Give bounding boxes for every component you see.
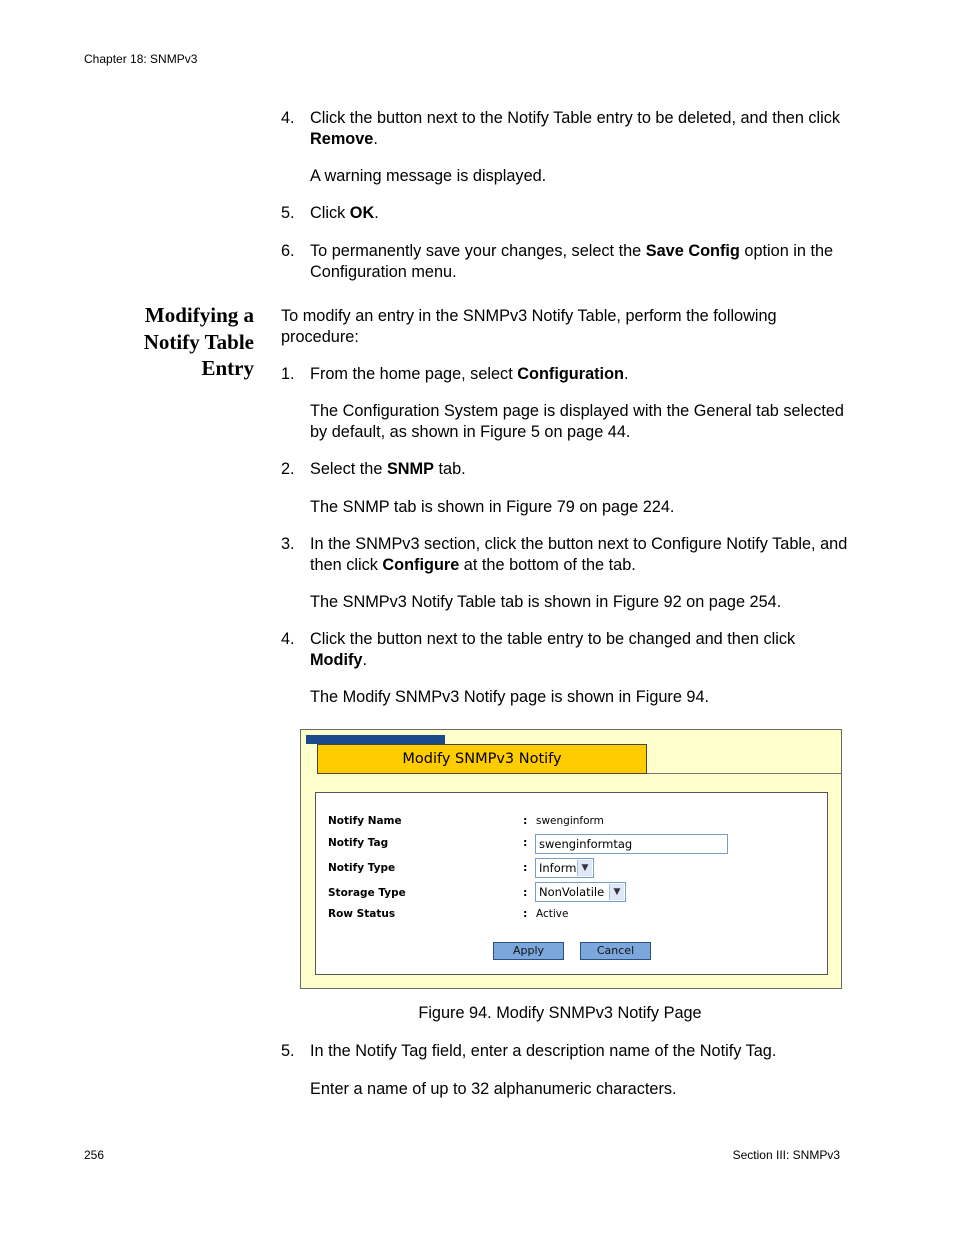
step-number: 4. [281, 630, 295, 648]
running-header: Chapter 18: SNMPv3 [84, 52, 198, 66]
colon-separator: : [523, 861, 528, 874]
figure-caption: Figure 94. Modify SNMPv3 Notify Page [418, 1004, 702, 1022]
step-number: 3. [281, 535, 295, 553]
tab-divider [647, 773, 841, 774]
page-number: 256 [84, 1148, 105, 1162]
step-text: Click the button next to the Notify Table entry to be deleted, and then click Remove. [310, 109, 841, 148]
tab-strip-accent [306, 735, 445, 744]
notify-type-selected-value: Inform [539, 861, 577, 875]
row-status-value: Active [536, 908, 569, 920]
colon-separator: : [523, 886, 528, 899]
notify-form-panel [315, 792, 828, 975]
notify-name-value: swenginform [536, 815, 604, 827]
colon-separator: : [523, 836, 528, 849]
step-note: The Configuration System page is displayed with the General tab selected by default, as shown in Figure 5 on page 44. [310, 402, 844, 441]
step-note: The SNMP tab is shown in Figure 79 on page 224. [310, 498, 675, 516]
apply-button[interactable]: Apply [493, 942, 564, 960]
notify-type-label: Notify Type [328, 862, 396, 874]
modify-notify-figure [300, 729, 842, 989]
step-note: A warning message is displayed. [310, 167, 547, 185]
step-number: 5. [281, 1042, 295, 1060]
step-note: The SNMPv3 Notify Table tab is shown in Figure 92 on page 254. [310, 593, 782, 611]
colon-separator: : [523, 814, 528, 827]
step-number: 2. [281, 460, 295, 478]
step-number: 6. [281, 242, 295, 260]
step-text: Select the SNMP tab. [310, 460, 466, 478]
step-number: 4. [281, 109, 295, 127]
step-number: 1. [281, 365, 295, 383]
storage-type-selected-value: NonVolatile [539, 885, 605, 899]
chevron-down-icon[interactable]: ▼ [577, 860, 592, 876]
step-note: Enter a name of up to 32 alphanumeric characters. [310, 1080, 677, 1098]
step-text: Click the button next to the table entry to be changed and then click Modify. [310, 630, 796, 669]
row-status-label: Row Status [328, 908, 396, 920]
section-intro: To modify an entry in the SNMPv3 Notify Table, perform the following procedure: [281, 307, 777, 346]
running-footer: Section III: SNMPv3 [732, 1148, 840, 1162]
step-number: 5. [281, 204, 295, 222]
notify-type-select[interactable] [535, 858, 594, 878]
step-note: The Modify SNMPv3 Notify page is shown in Figure 94. [310, 688, 710, 706]
step-text: In the Notify Tag field, enter a description name of the Notify Tag. [310, 1042, 777, 1060]
notify-name-label: Notify Name [328, 815, 402, 827]
notify-tag-label: Notify Tag [328, 837, 389, 849]
notify-tag-input[interactable]: swenginformtag [535, 834, 728, 854]
step-text: To permanently save your changes, select the Save Config option in the Configuration menu. [310, 242, 834, 281]
step-text: Click OK. [310, 204, 379, 222]
step-text: In the SNMPv3 section, click the button next to Configure Notify Table, and then click Configure at the bottom of the tab. [310, 535, 848, 574]
section-heading: Modifying a Notify Table Entry [143, 303, 254, 380]
storage-type-select[interactable] [535, 882, 626, 902]
storage-type-label: Storage Type [328, 887, 406, 899]
cancel-button[interactable]: Cancel [580, 942, 651, 960]
tab-modify-snmpv3-notify[interactable]: Modify SNMPv3 Notify [317, 744, 647, 774]
colon-separator: : [523, 907, 528, 920]
step-text: From the home page, select Configuration. [310, 365, 629, 383]
chevron-down-icon[interactable]: ▼ [609, 884, 624, 900]
